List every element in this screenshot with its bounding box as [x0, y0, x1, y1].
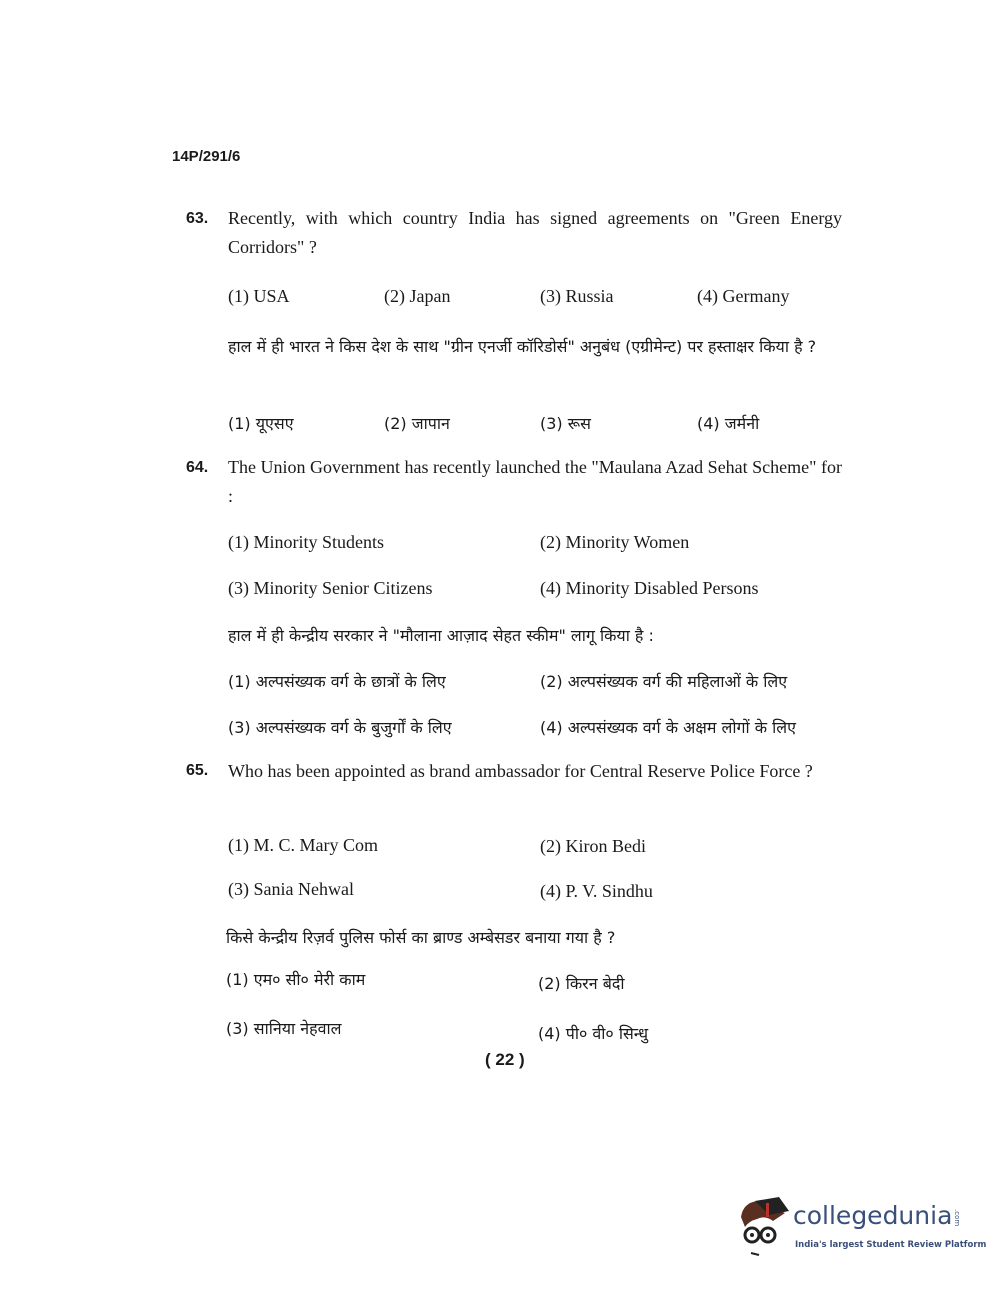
option-en: (2) Minority Women [540, 532, 690, 552]
paper-code: 14P/291/6 [172, 148, 241, 165]
option-en: (1) M. C. Mary Com [228, 835, 378, 855]
option-en: (4) Germany [697, 286, 790, 306]
brand-suffix: .com [953, 1209, 961, 1227]
option-en: (3) Russia [540, 286, 614, 306]
question-text-en: Recently, with which country India has signed agreements on "Green Energy Corridors" ? [228, 208, 842, 257]
option-hi: (2) अल्पसंख्यक वर्ग की महिलाओं के लिए [540, 672, 788, 691]
question-text-en: Who has been appointed as brand ambassador for Central Reserve Police Force ? [228, 761, 813, 781]
option-en: (2) Kiron Bedi [540, 836, 646, 856]
collegedunia-watermark [735, 1195, 987, 1265]
option-hi: (2) किरन बेदी [538, 974, 625, 993]
option-hi: (1) अल्पसंख्यक वर्ग के छात्रों के लिए [228, 672, 446, 691]
question-text-en: The Union Government has recently launched the "Maulana Azad Sehat Scheme" for : [228, 457, 842, 506]
question-number: 65. [186, 762, 209, 779]
option-hi: (3) अल्पसंख्यक वर्ग के बुजुर्गों के लिए [228, 718, 452, 737]
question-text-hi: हाल में ही केन्द्रीय सरकार ने "मौलाना आज़ाद सेहत स्कीम" लागू किया है : [228, 626, 654, 645]
question-text-hi: किसे केन्द्रीय रिज़र्व पुलिस फोर्स का ब्राण्ड अम्बेसडर बनाया गया है ? [226, 928, 616, 947]
question-number: 63. [186, 210, 209, 227]
option-hi: (3) सानिया नेहवाल [226, 1019, 342, 1038]
option-hi: (4) जर्मनी [697, 414, 760, 433]
option-en: (4) Minority Disabled Persons [540, 578, 759, 598]
option-en: (2) Japan [384, 286, 451, 306]
option-en: (4) P. V. Sindhu [540, 881, 653, 901]
option-hi: (4) अल्पसंख्यक वर्ग के अक्षम लोगों के लिए [540, 718, 796, 737]
option-en: (1) Minority Students [228, 532, 384, 552]
option-hi: (1) यूएसए [228, 414, 294, 433]
question-text-hi: हाल में ही भारत ने किस देश के साथ "ग्रीन एनर्जी कॉरिडोर्स" अनुबंध (एग्रीमेन्ट) पर हस्ताक्षर किया है ? [228, 337, 817, 356]
option-hi: (4) पी० वी० सिन्धु [538, 1024, 649, 1043]
option-en: (3) Minority Senior Citizens [228, 578, 433, 598]
page-number: ( 22 ) [485, 1050, 525, 1069]
question-number: 64. [186, 459, 209, 476]
option-en: (1) USA [228, 286, 290, 306]
option-hi: (3) रूस [540, 414, 591, 433]
mascot-icon [735, 1195, 791, 1257]
brand-name: collegedunia [793, 1201, 953, 1230]
option-hi: (1) एम० सी० मेरी काम [226, 970, 366, 989]
option-en: (3) Sania Nehwal [228, 879, 354, 899]
brand-tagline: India's largest Student Review Platform [795, 1240, 987, 1250]
option-hi: (2) जापान [384, 414, 450, 433]
